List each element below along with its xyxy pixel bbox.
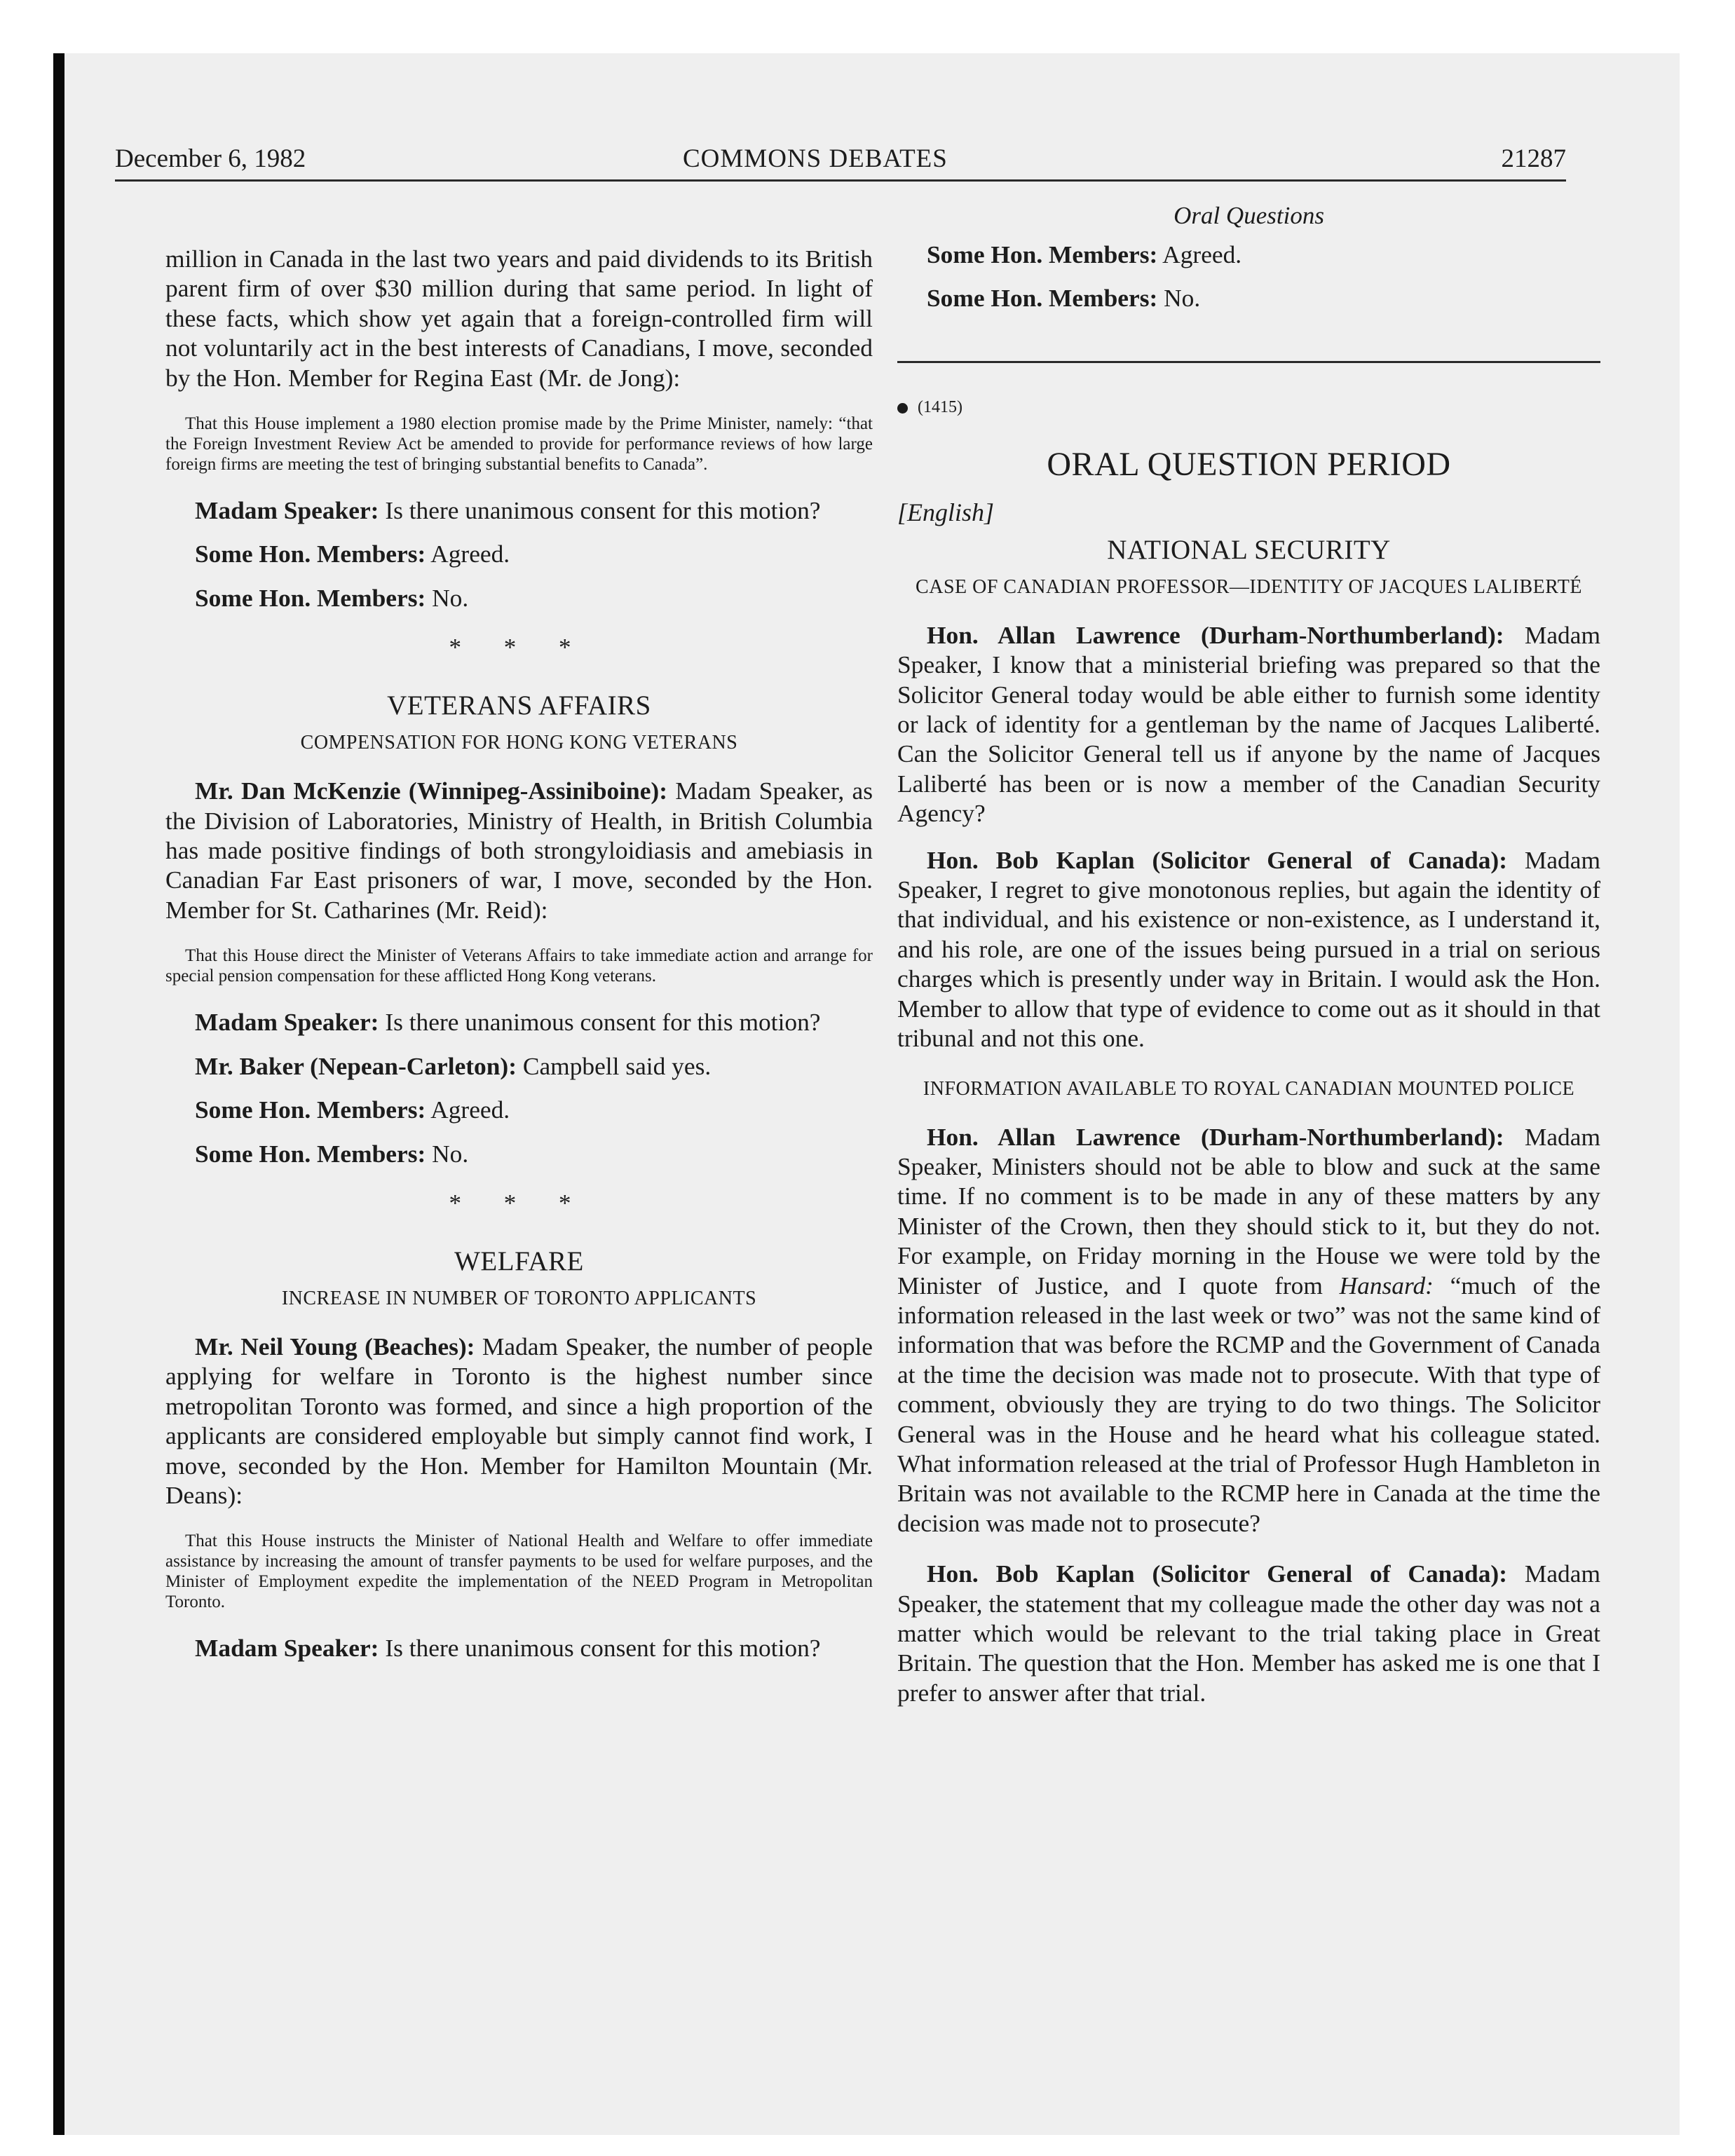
speech-text: Madam Speaker, I regret to give monotonous replies, but again the identity of that individual, and his existence or non-existence, as I understand it, and his role, are one of the issues being pursued in a trial on serious charges which is presently under way in Britain. I would ask the Hon. Member to allow that type of evidence to come out as it should in that tribunal and not this one. [897, 845, 1600, 1053]
speech-text: No. [426, 1139, 469, 1168]
speaker-name: Some Hon. Members: [195, 583, 426, 612]
section-divider: * * * [449, 634, 590, 662]
speech-text: Madam Speaker, the statement that my colleague made the other day was not a matter which would be relevant to the trial taking place in Great Britain. The question that the Hon. Member has asked me is one that I prefer to answer after that trial. [897, 1560, 1600, 1707]
speech [897, 1122, 1600, 1538]
speech [897, 283, 1600, 313]
speaker-name: Hon. Bob Kaplan (Solicitor General of Canada): [927, 1560, 1507, 1588]
speech [165, 1095, 873, 1124]
motion-text: That this House direct the Minister of Veterans Affairs to take immediate action and arrange for special pension compensation for these afflicted Hong Kong veterans. [165, 946, 873, 986]
speech [897, 1559, 1600, 1707]
speech [165, 1007, 873, 1037]
speech [165, 1139, 873, 1168]
header-date: December 6, 1982 [115, 144, 306, 173]
section-divider: * * * [449, 1189, 590, 1217]
speech [165, 1633, 873, 1663]
time-marker-text: (1415) [918, 397, 962, 416]
speech-text: Madam Speaker, as the Division of Laboratories, Ministry of Health, in British Columbia has made positive findings of both strongyloidiasis and amebiasis in Canadian Far East prisoners of war, I move, seconded by the Hon. Member for St. Catharines (Mr. Reid): [165, 777, 873, 924]
speech-text: No. [1157, 284, 1201, 313]
time-marker [897, 398, 1600, 417]
section-heading: WELFARE [454, 1246, 584, 1276]
speech-text: Campbell said yes. [517, 1051, 712, 1080]
sub-heading: INCREASE IN NUMBER OF TORONTO APPLICANTS [281, 1287, 757, 1309]
speech [897, 845, 1600, 1053]
speech [897, 240, 1600, 269]
speech-text: “much of the information released in the last week or two” was not the same kind of information that was before the RCMP and the Government of Canada at the time the decision was made not to prosecute. With that type of comment, obviously they are trying to do two things. The Solicitor General was in the House and he heard what his colleague stated. What information released at the trial of Professor Hugh Hambleton in Britain was not available to the RCMP here in Canada at the time the decision was made not to prosecute? [897, 1271, 1600, 1537]
speaker-name: Madam Speaker: [195, 496, 379, 525]
section-heading: NATIONAL SECURITY [1107, 534, 1391, 565]
bullet-icon [897, 403, 908, 414]
sub-heading: INFORMATION AVAILABLE TO ROYAL CANADIAN MOUNTED POLICE [923, 1077, 1575, 1100]
section-heading: VETERANS AFFAIRS [387, 690, 651, 721]
speech [165, 1051, 873, 1081]
speech [165, 776, 873, 925]
speaker-name: Madam Speaker: [195, 1634, 379, 1663]
speech-text: Agreed. [1157, 240, 1242, 268]
motion-text: That this House implement a 1980 election promise made by the Prime Minister, namely: “that the Foreign Investment Review Act be amended to provide for performance reviews of how large foreign firms are meeting the test of bringing substantial benefits to Canada”. [165, 414, 873, 475]
speaker-name: Hon. Allan Lawrence (Durham-Northumberland): [927, 1122, 1504, 1151]
citation-italic: Hansard: [1339, 1271, 1434, 1299]
speaker-name: Hon. Bob Kaplan (Solicitor General of Canada): [927, 845, 1507, 874]
left-column [165, 184, 873, 1663]
sub-heading: COMPENSATION FOR HONG KONG VETERANS [300, 732, 738, 754]
speech [165, 583, 873, 613]
speaker-name: Some Hon. Members: [195, 1096, 426, 1124]
page-header [115, 91, 1566, 182]
speaker-name: Some Hon. Members: [195, 540, 426, 568]
speech-text: Is there unanimous consent for this motion? [379, 1008, 821, 1037]
speech-text: Madam Speaker, I know that a ministerial briefing was prepared so that the Solicitor General today would be able either to furnish some identity or lack of identity for a gentleman by the name of Jacques Laliberté. Can the Solicitor General tell us if anyone by the name of Jacques Laliberté has been or is now a member of the Canadian Security Agency? [897, 620, 1600, 828]
speech-text: No. [426, 583, 469, 612]
section-rule [897, 361, 1600, 363]
right-column [897, 184, 1600, 1707]
speech-text: Is there unanimous consent for this motion? [379, 1634, 821, 1663]
speech [897, 620, 1600, 828]
speech-text: Agreed. [426, 1096, 510, 1124]
speech-text: Is there unanimous consent for this motion? [379, 496, 821, 525]
speaker-name: Mr. Dan McKenzie (Winnipeg-Assiniboine): [195, 777, 667, 805]
speech [165, 1332, 873, 1510]
speaker-name: Madam Speaker: [195, 1008, 379, 1037]
speech-text: Agreed. [426, 540, 510, 568]
speech [165, 496, 873, 525]
section-title: ORAL QUESTION PERIOD [1047, 445, 1451, 483]
header-title: COMMONS DEBATES [683, 144, 948, 173]
paragraph: million in Canada in the last two years and paid dividends to its British parent firm of over $30 million during that same period. In light of these facts, which show yet again that a foreign-controlled firm will not voluntarily act in the best interests of Canadians, I move, seconded by the Hon. Member for Regina East (Mr. de Jong): [165, 245, 873, 392]
speech [165, 539, 873, 568]
running-head: Oral Questions [1173, 202, 1324, 229]
speaker-name: Some Hon. Members: [927, 240, 1158, 268]
motion-text: That this House instructs the Minister of National Health and Welfare to offer immediate assistance by increasing the amount of transfer payments to be used for welfare purposes, and the Minister of Employment expedite the implementation of the NEED Program in Metropolitan Toronto. [165, 1531, 873, 1612]
speaker-name: Hon. Allan Lawrence (Durham-Northumberland): [927, 620, 1504, 649]
header-page-number: 21287 [1501, 144, 1566, 173]
speech-text: Madam Speaker, the number of people applying for welfare in Toronto is the highest number since metropolitan Toronto was formed, and since a high proportion of the applicants are considered employable but simply cannot find work, I move, seconded by the Hon. Member for Hamilton Mountain (Mr. Deans): [165, 1332, 873, 1509]
sub-heading: CASE OF CANADIAN PROFESSOR—IDENTITY OF JACQUES LALIBERTÉ [916, 575, 1582, 598]
speaker-name: Mr. Neil Young (Beaches): [195, 1332, 475, 1360]
language-marker: [English] [897, 498, 995, 526]
speaker-name: Mr. Baker (Nepean-Carleton): [195, 1051, 517, 1080]
speaker-name: Some Hon. Members: [195, 1139, 426, 1168]
speech-text: Madam Speaker, Ministers should not be able to blow and suck at the same time. If no comment is to be made in any of these matters by any Minister of the Crown, then they should stick to it, but they do not. For example, on Friday morning in the House we were told by the Minister of Justice, and I quote from [897, 1122, 1600, 1299]
speaker-name: Some Hon. Members: [927, 284, 1158, 313]
